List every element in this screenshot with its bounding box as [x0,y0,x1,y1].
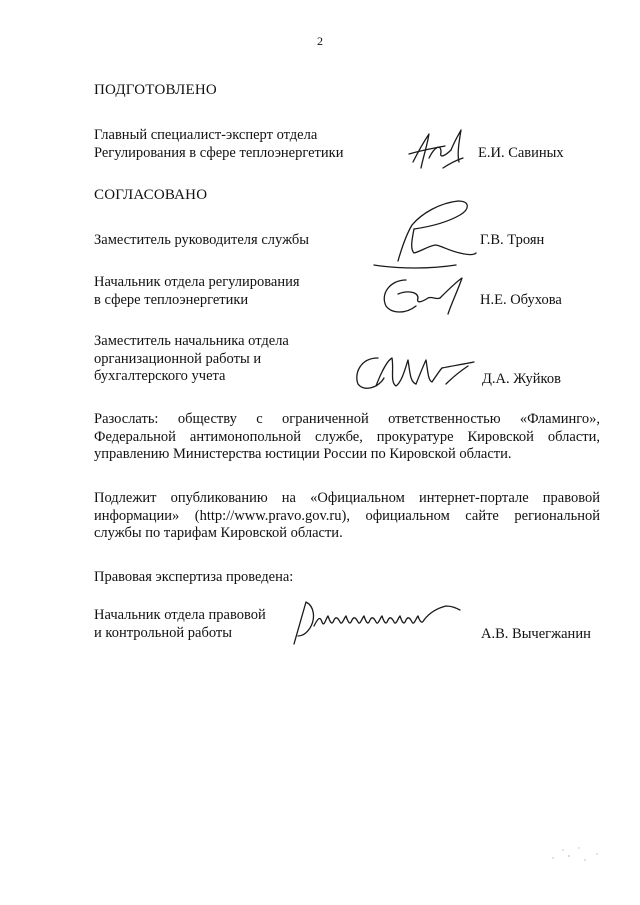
agreed-signer-position [94,333,289,386]
agreed-signer-position-line: организационной работы и [94,350,262,367]
signature-troyan [370,195,480,275]
agreed-signer-position-line: бухгалтерского учета [94,368,226,384]
agreed-signer-name: Г.В. Троян [480,232,545,248]
prepared-position [94,127,343,162]
agreed-signer-position [94,274,300,309]
scan-marks [545,840,605,870]
prepared-position-line: Главный специалист-эксперт отдела [94,127,318,143]
agreed-heading: СОГЛАСОВАНО [94,187,208,203]
page-number: 2 [317,34,323,48]
legal-review-name: А.В. Вычегжанин [481,626,591,642]
legal-review-position-line: и контрольной работы [94,624,232,641]
signature-obukhova [370,272,470,320]
prepared-heading: ПОДГОТОВЛЕНО [94,82,217,98]
signature-vychegzhanin [284,596,464,648]
legal-review-position [94,607,266,642]
agreed-signer-position-line: в сфере теплоэнергетики [94,291,249,308]
agreed-signer-position-line: Заместитель начальника отдела [94,333,289,349]
prepared-position-line: Регулирования в сфере теплоэнергетики [94,144,344,161]
signature-zhuikov [350,352,480,396]
agreed-signer-position-line: Заместитель руководителя службы [94,232,310,248]
signature-savinykh [405,128,475,178]
agreed-signer-position-line: Начальник отдела регулирования [94,274,300,290]
agreed-signer-name: Н.Е. Обухова [480,292,562,308]
legal-review-position-line: Начальник отдела правовой [94,607,266,623]
legal-review-statement: Правовая экспертиза проведена: [94,569,294,585]
distribution-paragraph: Разослать: обществу с ограниченной ответственностью «Фламинго», Федеральной антимонопольной службе, прокуратуре Кировской области, управлению Министерства юстиции России по Кировской области. [94,411,600,462]
agreed-signer-name: Д.А. Жуйков [482,371,561,387]
agreed-signer-position [94,232,309,250]
prepared-name: Е.И. Савиных [478,145,564,161]
publication-paragraph: Подлежит опубликованию на «Официальном интернет-портале правовой информации» (http://www.pravo.gov.ru), официальном сайте региональной службы по тарифам Кировской области. [94,490,600,541]
